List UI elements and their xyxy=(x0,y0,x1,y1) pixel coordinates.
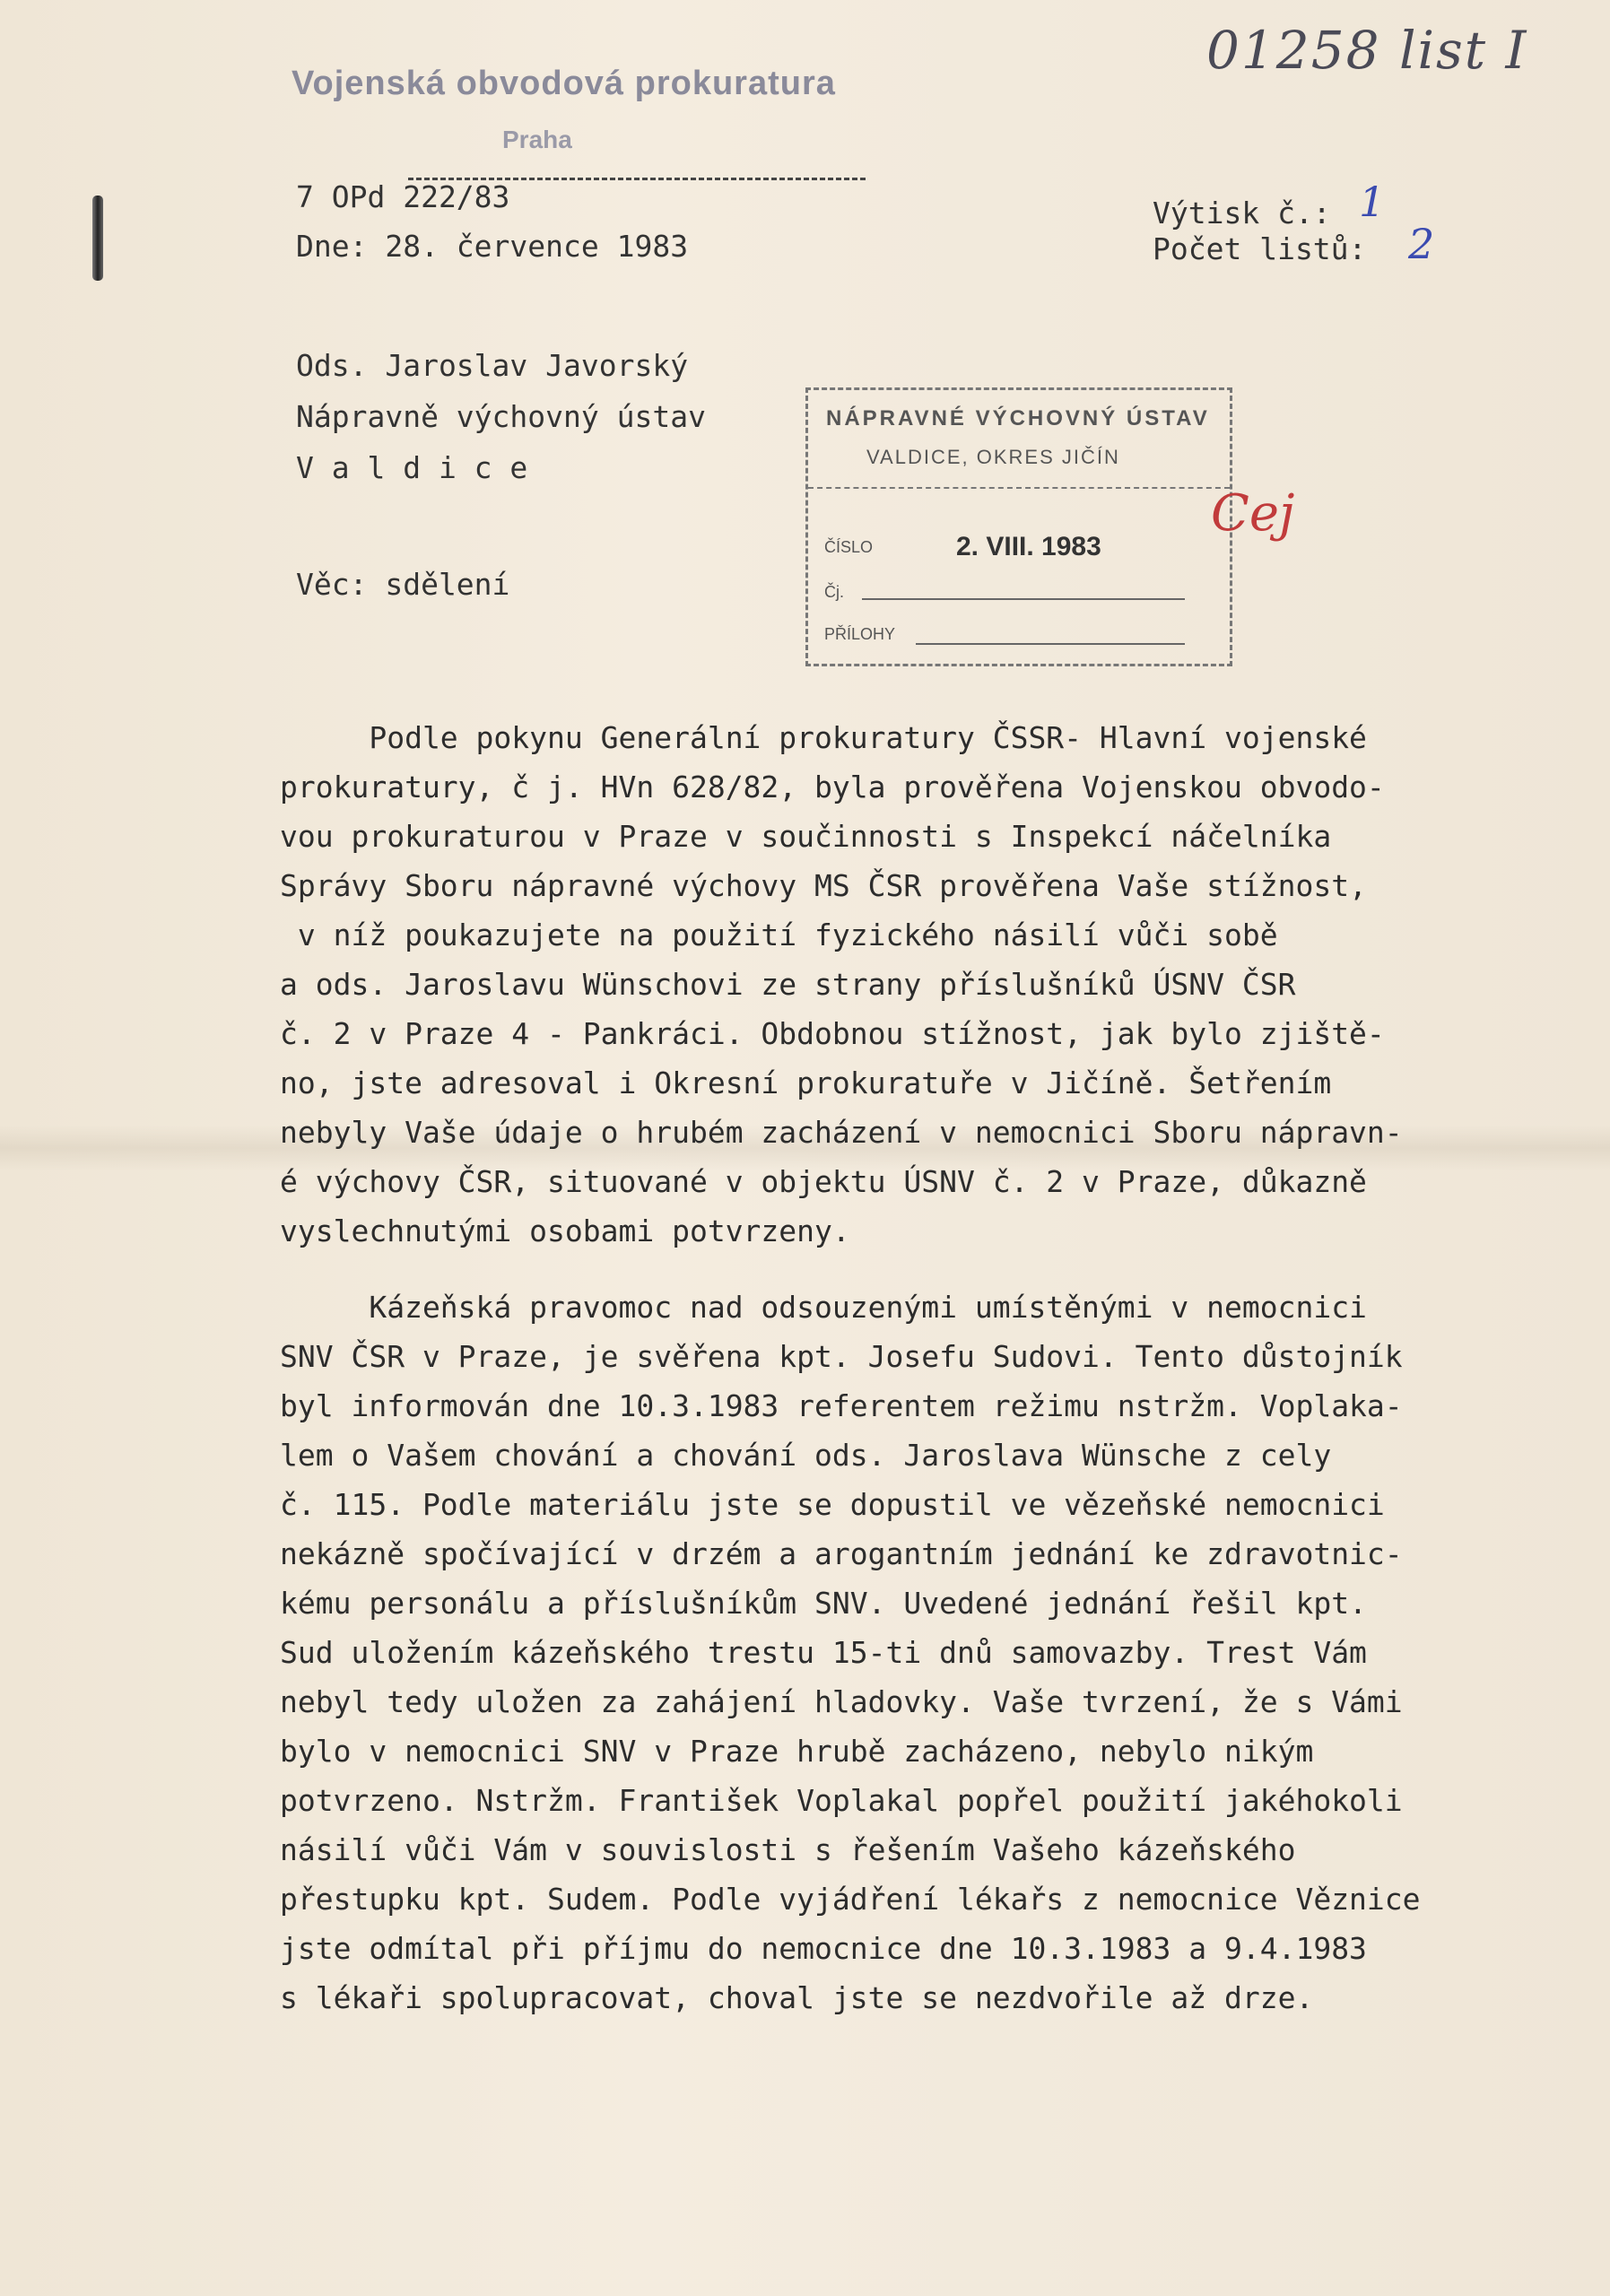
text-line: jste odmítal při příjmu do nemocnice dne 10.3.1983 a 9.4.1983 xyxy=(280,1931,1367,1966)
text-line: vyslechnutými osobami potvrzeny. xyxy=(280,1213,850,1248)
received-stamp-title: NÁPRAVNÉ VÝCHOVNÝ ÚSTAV xyxy=(826,406,1210,430)
text-line: přestupku kpt. Sudem. Podle vyjádření lékařs z nemocnice Věznice xyxy=(280,1882,1421,1917)
received-stamp xyxy=(805,387,1232,666)
text-line: nebyly Vaše údaje o hrubém zacházení v nemocnici Sboru nápravn- xyxy=(280,1115,1403,1150)
received-stamp-cj-label: Čj. xyxy=(824,583,844,601)
staple xyxy=(92,196,103,281)
handwritten-initials: Cej xyxy=(1211,484,1295,543)
received-stamp-attachments-label: PŘÍLOHY xyxy=(824,625,896,643)
text-line: s lékaři spolupracovat, choval jste se nezdvořile až drze. xyxy=(280,1980,1314,2015)
reference-number: 7 OPd 222/83 xyxy=(296,179,510,214)
copy-number-value: 1 xyxy=(1359,178,1386,226)
text-line: SNV ČSR v Praze, je svěřena kpt. Josefu Sudovi. Tento důstojník xyxy=(280,1339,1403,1374)
text-line: v níž poukazujete na použití fyzického násilí vůči sobě xyxy=(280,918,1278,952)
text-line: vou prokuraturou v Praze v součinnosti s Inspekcí náčelníka xyxy=(280,819,1332,854)
paragraph-1 xyxy=(280,713,1580,1256)
copy-number-label: Výtisk č.: xyxy=(1153,196,1331,230)
reference-dashes xyxy=(408,178,866,180)
text-line: Správy Sboru nápravné výchovy MS ČSR prověřena Vaše stížnost, xyxy=(280,868,1367,903)
office-stamp-city: Praha xyxy=(502,126,572,153)
received-stamp-number-label: ČÍSLO xyxy=(824,538,874,556)
office-stamp: Vojenská obvodová prokuratura xyxy=(292,65,836,102)
text-line: Kázeňská pravomoc nad odsouzenými umístěnými v nemocnici xyxy=(280,1290,1367,1325)
sheet-count-label: Počet listů: xyxy=(1153,231,1367,266)
subject-line: Věc: sdělení xyxy=(296,567,510,602)
text-line: potvrzeno. Nstržm. František Voplakal popřel použití jakéhokoli xyxy=(280,1783,1403,1818)
text-line: lem o Vašem chování a chování ods. Jaroslava Wünsche z cely xyxy=(280,1438,1332,1473)
document-date: Dne: 28. července 1983 xyxy=(296,229,689,264)
received-stamp-date: 2. VIII. 1983 xyxy=(956,532,1101,561)
text-line: kému personálu a příslušníkům SNV. Uvedené jednání řešil kpt. xyxy=(280,1586,1367,1621)
recipient-name: Ods. Jaroslav Javorský xyxy=(296,348,689,383)
text-line: č. 2 v Praze 4 - Pankráci. Obdobnou stížnost, jak bylo zjiště- xyxy=(280,1016,1385,1051)
text-line: Podle pokynu Generální prokuratury ČSSR- Hlavní vojenské xyxy=(280,720,1367,755)
text-line: no, jste adresoval i Okresní prokuratuře v Jičíně. Šetřením xyxy=(280,1065,1332,1100)
received-stamp-cj-line xyxy=(862,598,1185,600)
text-line: prokuratury, č j. HVn 628/82, byla prověřena Vojenskou obvodo- xyxy=(280,770,1385,804)
received-stamp-attachments-line xyxy=(916,643,1185,645)
received-stamp-place: VALDICE, OKRES JIČÍN xyxy=(866,446,1120,468)
text-line: č. 115. Podle materiálu jste se dopustil ve vězeňské nemocnici xyxy=(280,1487,1385,1522)
text-line: Sud uložením kázeňského trestu 15-ti dnů samovazby. Trest Vám xyxy=(280,1635,1367,1670)
paragraph-2 xyxy=(280,1283,1580,2022)
sheet-count-value: 2 xyxy=(1408,220,1435,268)
text-line: é výchovy ČSR, situované v objektu ÚSNV č. 2 v Praze, důkazně xyxy=(280,1164,1367,1199)
text-line: násilí vůči Vám v souvislosti s řešením Vašeho kázeňského xyxy=(280,1832,1296,1867)
text-line: nebyl tedy uložen za zahájení hladovky. Vaše tvrzení, že s Vámi xyxy=(280,1684,1403,1719)
text-line: nekázně spočívající v drzém a arogantním jednání ke zdravotnic- xyxy=(280,1536,1403,1571)
recipient-institution: Nápravně výchovný ústav xyxy=(296,399,706,434)
received-stamp-divider xyxy=(808,487,1230,489)
text-line: byl informován dne 10.3.1983 referentem režimu nstržm. Voplaka- xyxy=(280,1388,1403,1423)
text-line: a ods. Jaroslavu Wünschovi ze strany příslušníků ÚSNV ČSR xyxy=(280,967,1296,1002)
recipient-city: V a l d i c e xyxy=(296,450,528,485)
text-line: bylo v nemocnici SNV v Praze hrubě zacházeno, nebylo nikým xyxy=(280,1734,1314,1769)
handwritten-archive-ref: 01258 list I xyxy=(1206,20,1528,81)
